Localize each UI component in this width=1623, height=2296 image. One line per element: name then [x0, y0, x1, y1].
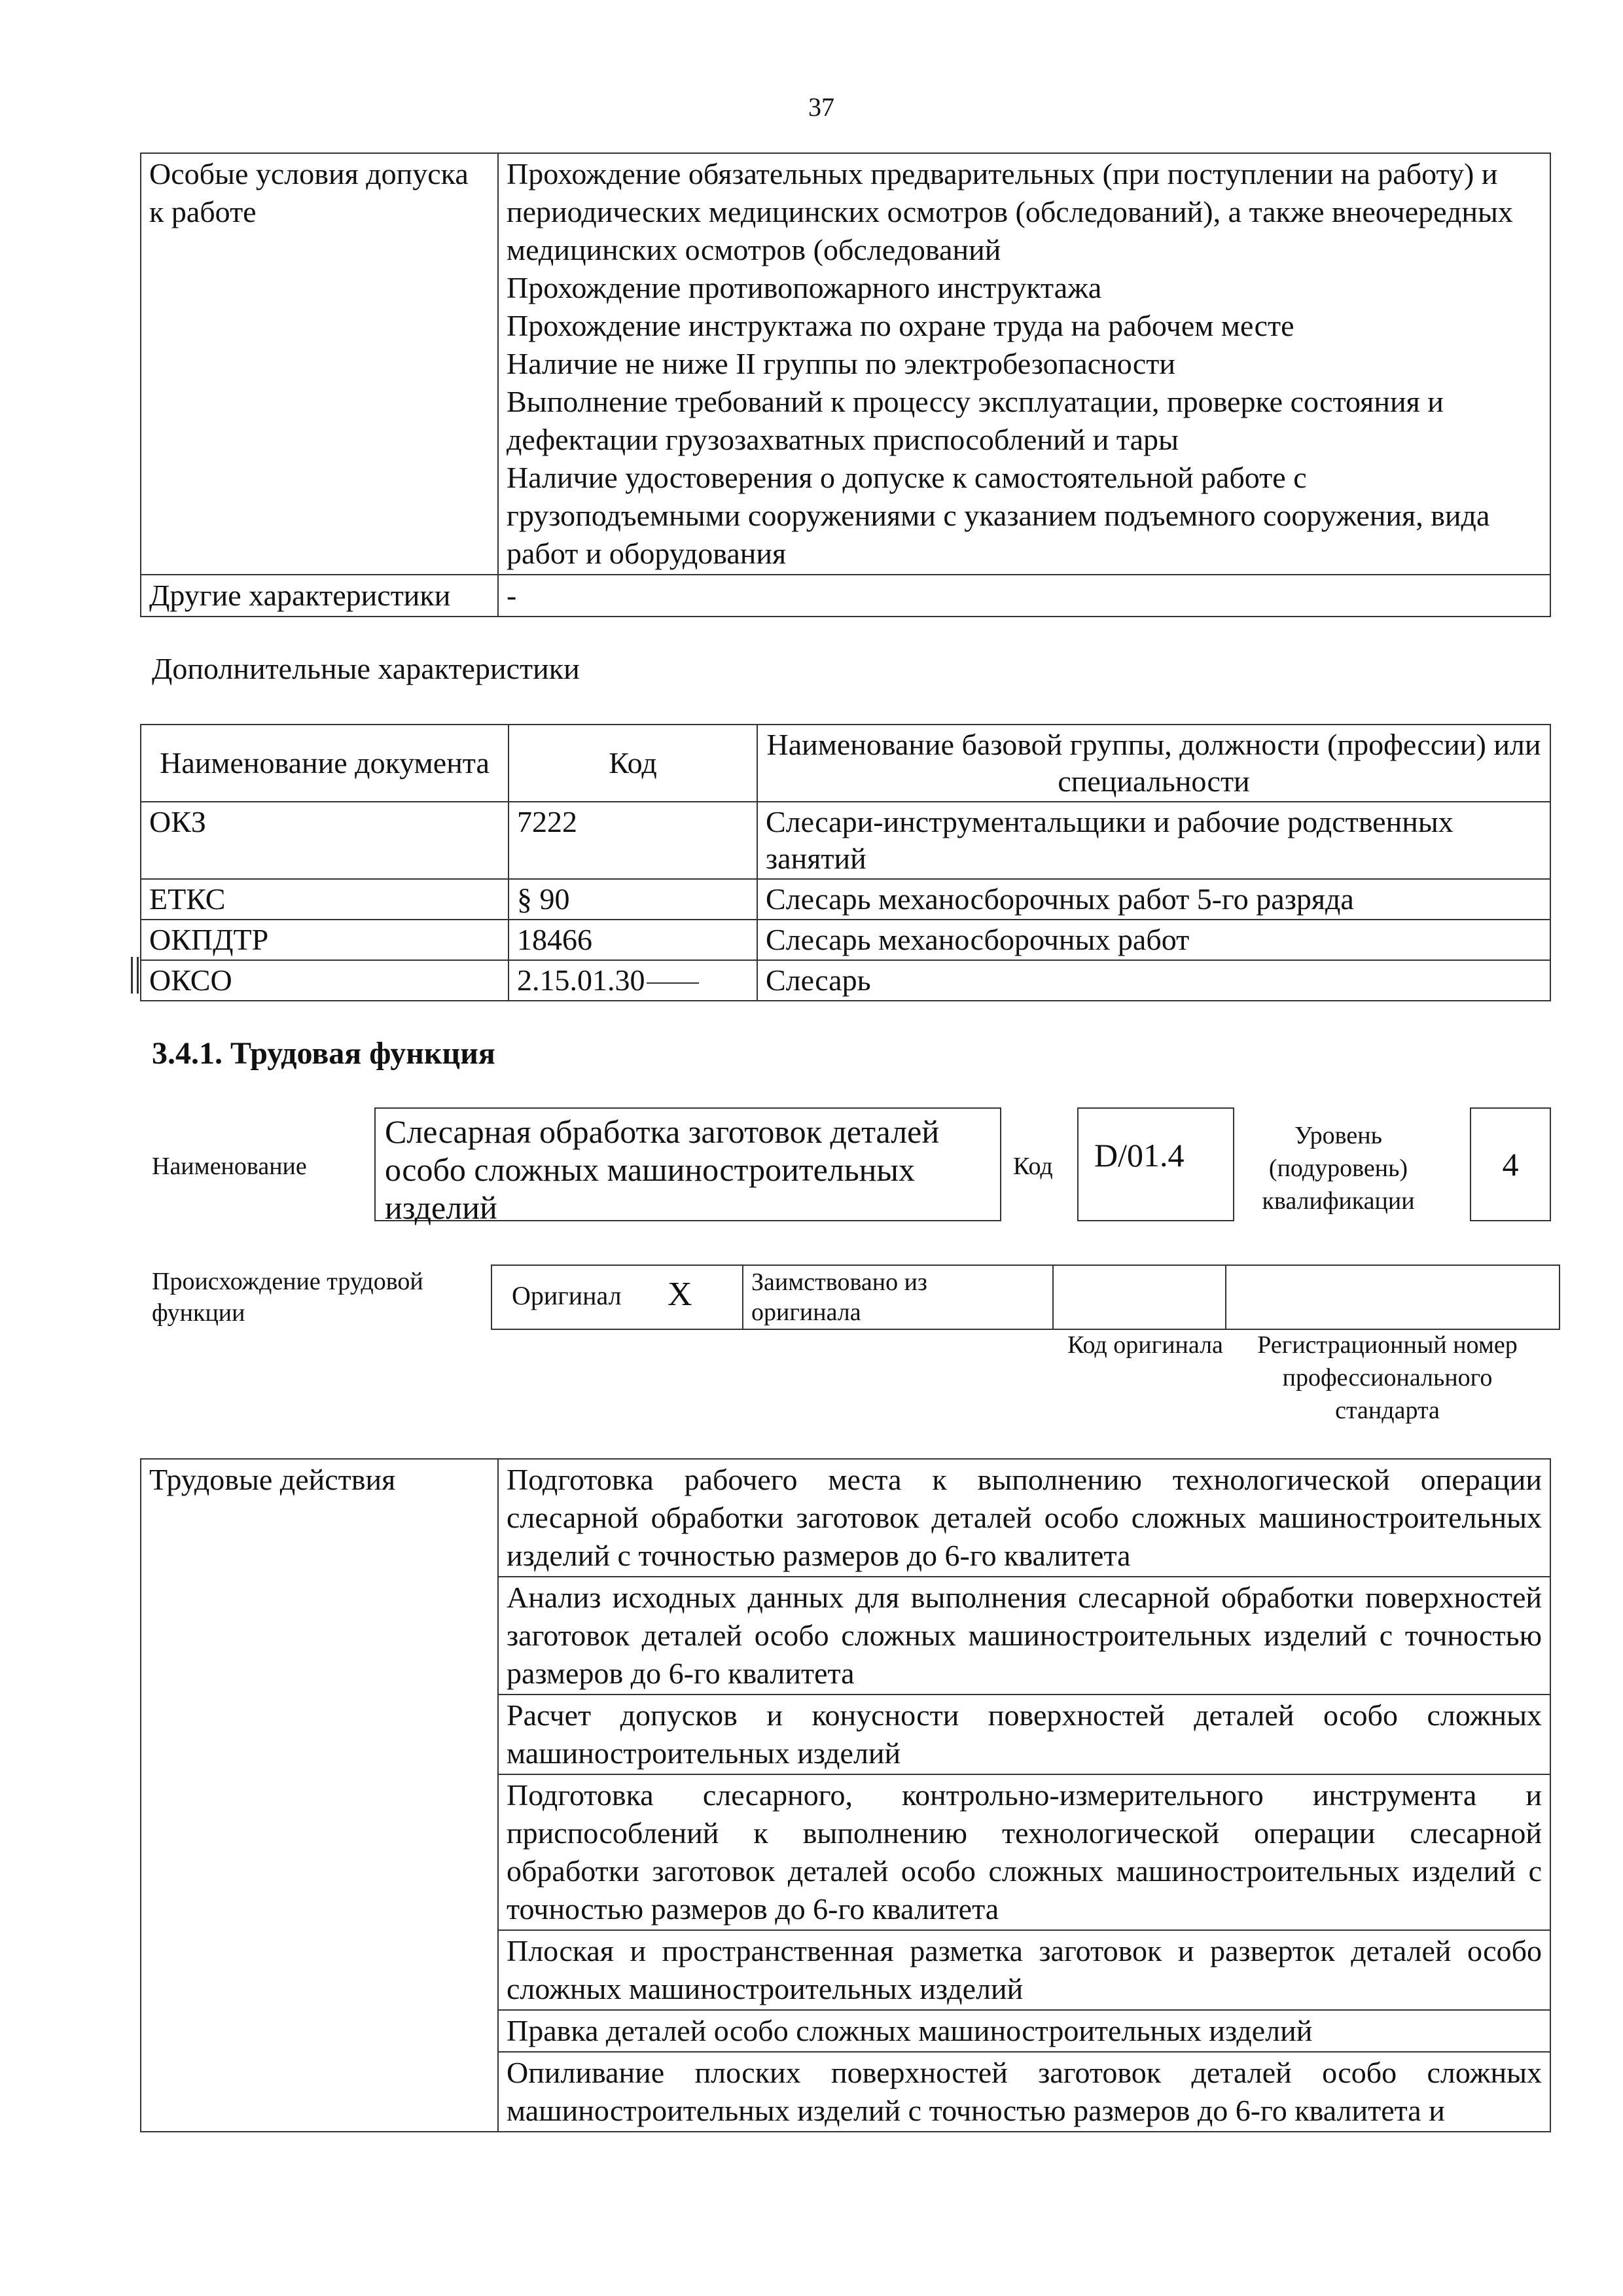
list-item: Наличие не ниже II группы по электробезопасности: [507, 347, 1176, 380]
table-row: [141, 575, 1550, 617]
okso-code: 2.15.01.30: [517, 963, 645, 997]
list-item: Прохождение обязательных предварительных (при поступлении на работу) и периодических медицинских осмотров (обследований), а также внеочередных медицинских осмотров (обследований: [507, 157, 1513, 266]
table-row: [141, 960, 1550, 1001]
list-item: Прохождение противопожарного инструктажа: [507, 271, 1102, 304]
name-label: Наименование: [152, 1153, 307, 1180]
column-header: Код: [508, 725, 757, 802]
table-cell: ЕТКС: [141, 879, 508, 920]
origin-label: Происхождение трудовой функции: [152, 1268, 423, 1327]
origin-row: [492, 1265, 1560, 1330]
table-row: [141, 1459, 1550, 1577]
table-row: [141, 153, 1550, 575]
table-header-row: [141, 725, 1550, 802]
section-title: 3.4.1. Трудовая функция: [152, 1036, 495, 1071]
original-code-cell: [1052, 1265, 1226, 1330]
strike-line: [647, 982, 699, 984]
list-item: Подготовка рабочего места к выполнению технологической операции слесарной обработки заготовок деталей особо сложных машиностроительных изделий с точностью размеров до 6-го квалитета: [498, 1459, 1550, 1577]
list-item: Правка деталей особо сложных машиностроительных изделий: [498, 2010, 1550, 2052]
labour-actions-table: [140, 1458, 1551, 2132]
row-label: Трудовые действия: [141, 1459, 498, 2132]
table-row: [141, 879, 1550, 920]
table-cell: Слесарь механосборочных работ: [757, 920, 1550, 960]
list-item: Плоская и пространственная разметка заготовок и разверток деталей особо сложных машиностроительных изделий: [498, 1930, 1550, 2010]
table-row: [141, 802, 1550, 879]
list-item: Анализ исходных данных для выполнения слесарной обработки поверхностей заготовок деталей особо сложных машиностроительных изделий с точностью размеров до 6-го квалитета: [498, 1577, 1550, 1695]
table-cell: ОКСО: [141, 960, 508, 1001]
list-item: Опиливание плоских поверхностей заготовок деталей особо сложных машиностроительных изделий с точностью размеров до 6-го квалитета и: [498, 2052, 1550, 2132]
code-original-caption: Код оригинала: [1067, 1331, 1223, 1359]
table-cell: [508, 960, 757, 1001]
table-cell: Слесарь: [757, 960, 1550, 1001]
original-mark: X: [668, 1276, 692, 1313]
function-code-box: D/01.4: [1077, 1107, 1234, 1221]
margin-mark: [131, 957, 139, 994]
column-header: Наименование документа: [141, 725, 508, 802]
table-cell: Слесарь механосборочных работ 5-го разряда: [757, 879, 1550, 920]
table-row: [141, 920, 1550, 960]
page-number: 37: [808, 92, 834, 122]
borrowed-cell: [742, 1265, 1054, 1330]
table-cell: 7222: [508, 802, 757, 879]
registration-number-cell: [1225, 1265, 1560, 1330]
list-item: Выполнение требований к процессу эксплуатации, проверке состояния и дефектации грузозахватных приспособлений и тары: [507, 385, 1444, 456]
function-name-box: Слесарная обработка заготовок деталей особо сложных машиностроительных изделий: [374, 1107, 1001, 1221]
level-label: Уровень (подуровень) квалификации: [1262, 1122, 1415, 1215]
table-cell: Слесари-инструментальщики и рабочие родственных занятий: [757, 802, 1550, 879]
table-cell: § 90: [508, 879, 757, 920]
row-label: Другие характеристики: [141, 575, 498, 617]
section-heading-additional: Дополнительные характеристики: [152, 652, 580, 685]
borrowed-label: Заимствовано из оригинала: [751, 1268, 927, 1326]
row-content: -: [498, 575, 1550, 617]
column-header: Наименование базовой группы, должности (профессии) или специальности: [757, 725, 1550, 802]
additional-table: [140, 724, 1551, 1001]
table-cell: 18466: [508, 920, 757, 960]
table-cell: ОКПДТР: [141, 920, 508, 960]
row-content: [498, 153, 1550, 575]
list-item: Подготовка слесарного, контрольно-измерительного инструмента и приспособлений к выполнению технологической операции слесарной обработки заготовок деталей особо сложных машиностроительных изделий с точностью размеров до 6-го квалитета: [498, 1774, 1550, 1930]
registration-caption: Регистрационный номер профессионального стандарта: [1257, 1331, 1518, 1424]
list-item: Наличие удостоверения о допуске к самостоятельной работе с грузоподъемными сооружениями с указанием подъемного сооружения, вида работ и оборудования: [507, 461, 1490, 570]
original-label: Оригинал: [512, 1281, 622, 1310]
table-cell: ОКЗ: [141, 802, 508, 879]
code-label: Код: [1013, 1153, 1053, 1180]
list-item: Расчет допусков и конусности поверхностей деталей особо сложных машиностроительных изделий: [498, 1695, 1550, 1774]
row-label: Особые условия допуска к работе: [141, 153, 498, 575]
conditions-table: [140, 152, 1551, 617]
list-item: Прохождение инструктажа по охране труда на рабочем месте: [507, 309, 1294, 342]
level-value-box: 4: [1470, 1107, 1551, 1221]
original-cell: [491, 1265, 743, 1330]
